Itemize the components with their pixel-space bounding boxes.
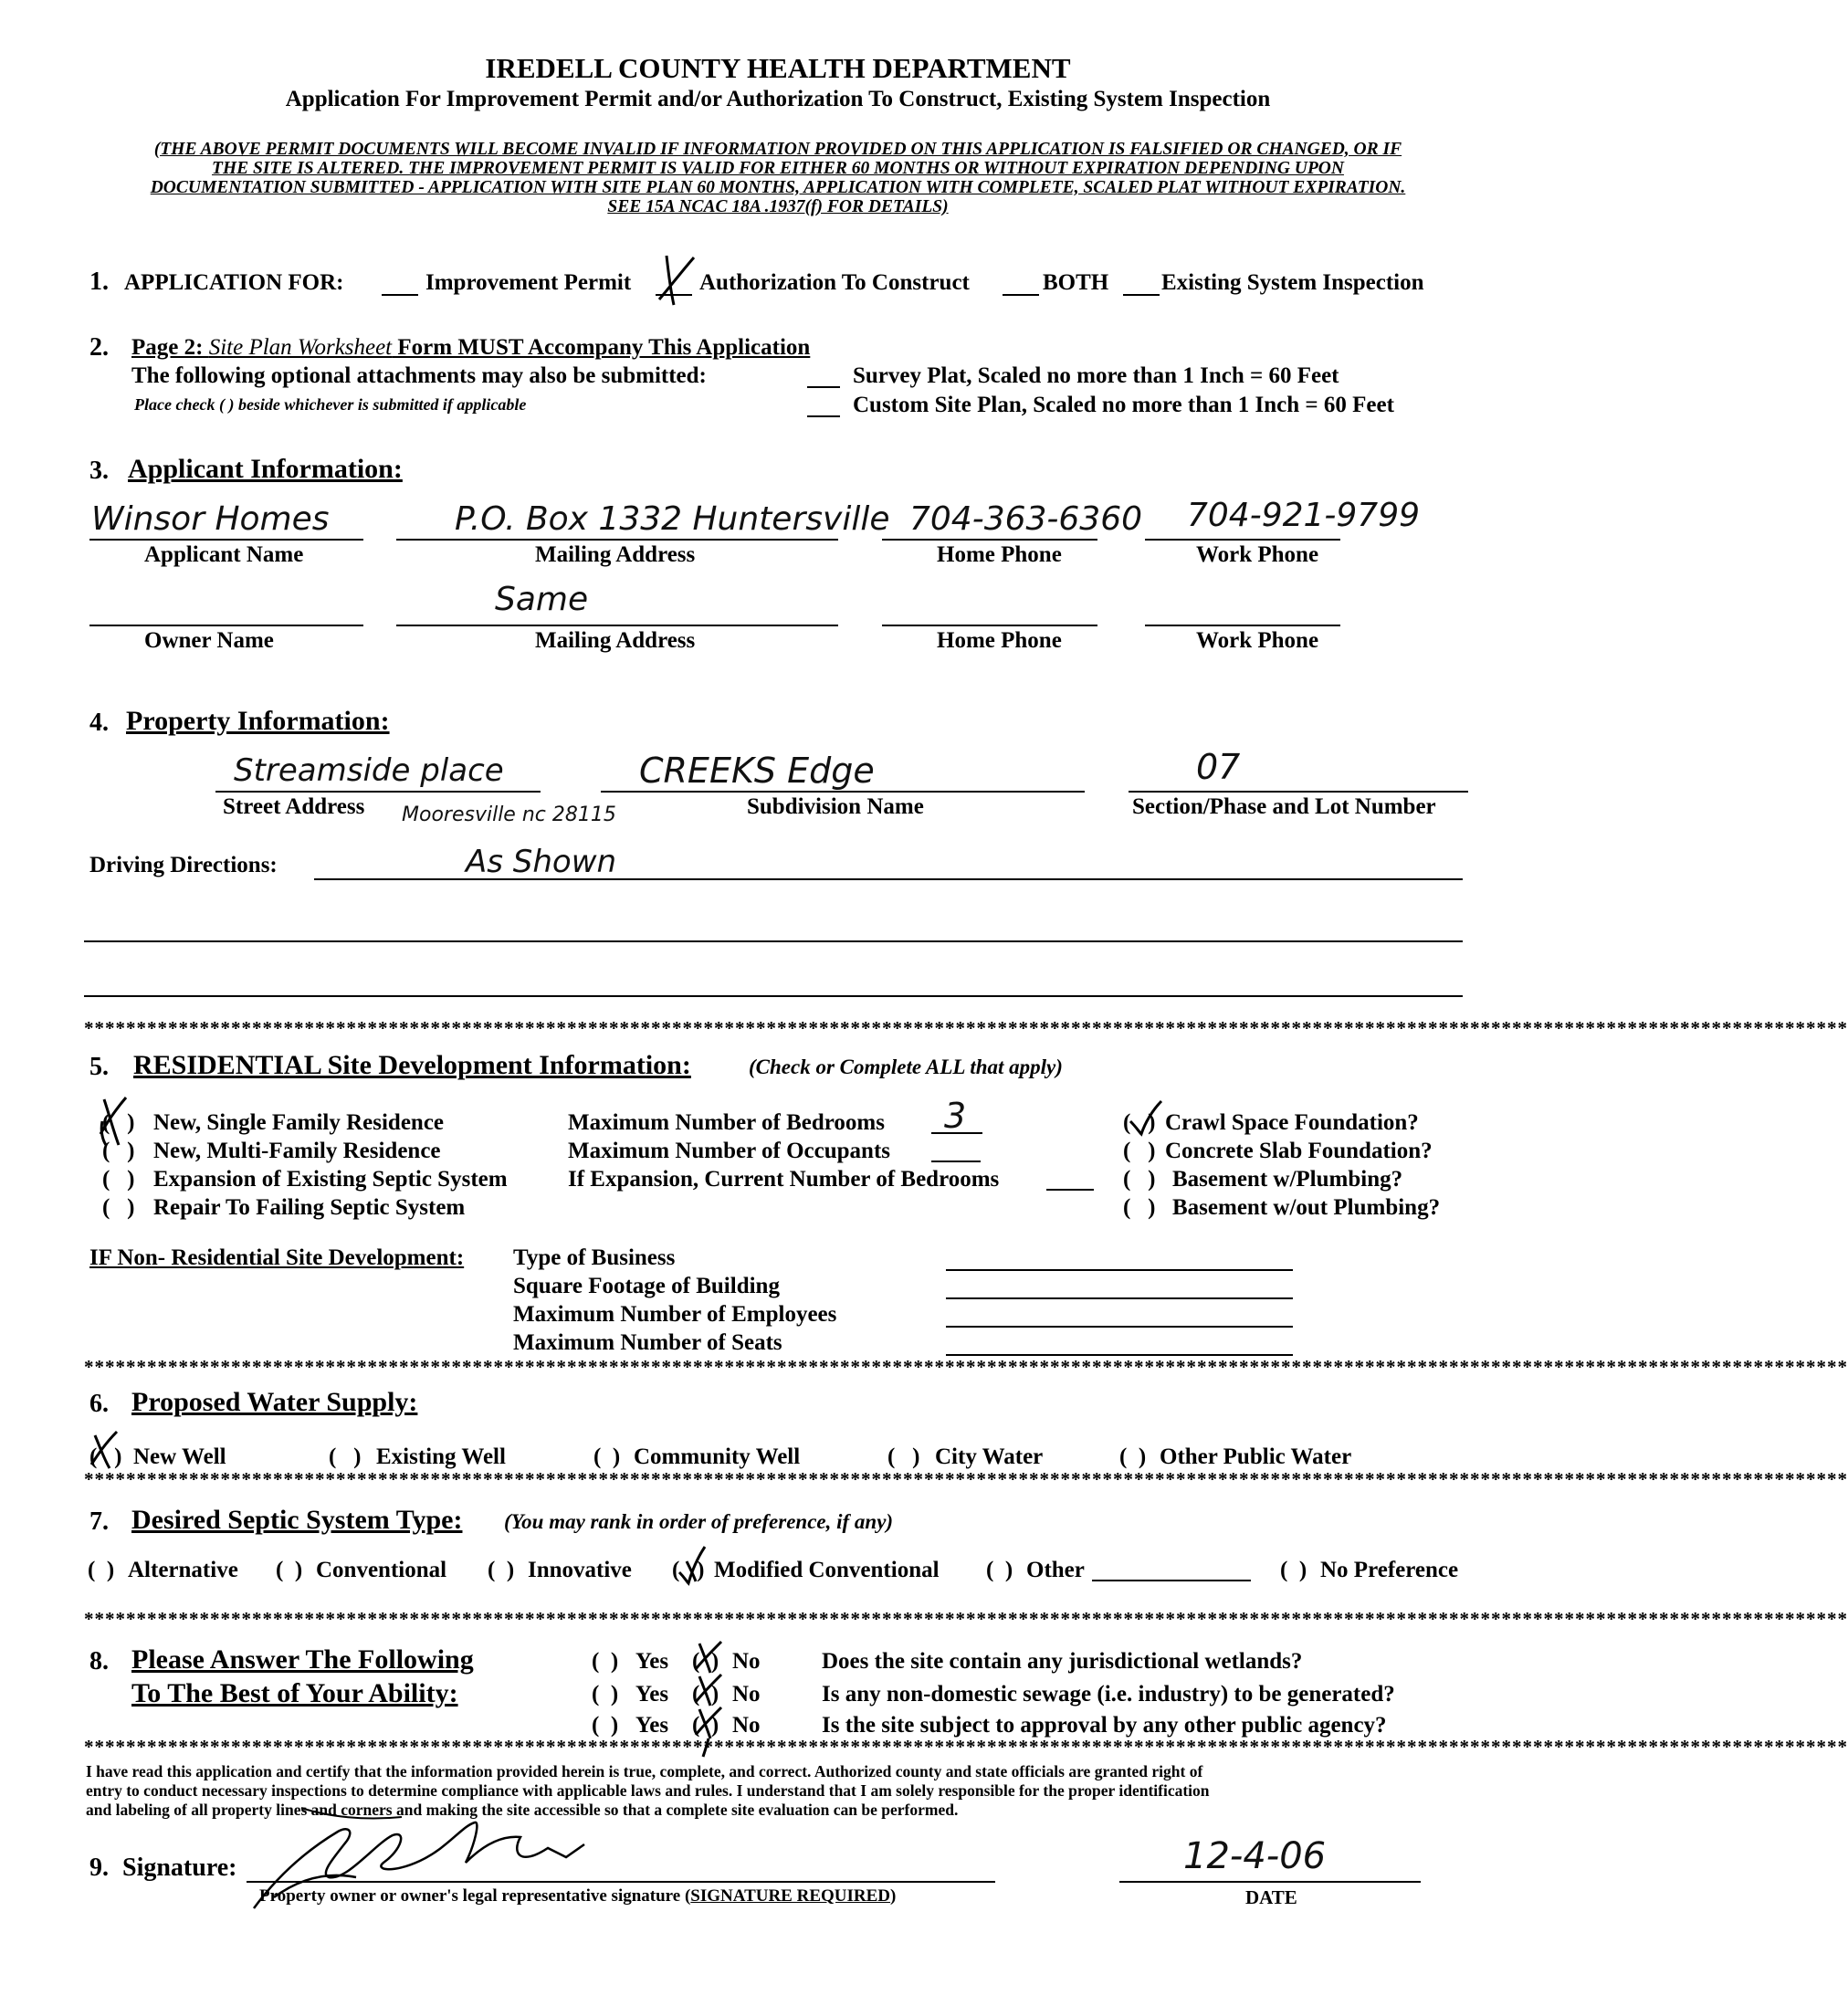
certification-line-2: entry to conduct necessary inspections to determine compliance with applicable laws and rules. I understand that I am solely responsible for the proper identification (86, 1781, 1210, 1800)
residential-note: (Check or Complete ALL that apply) (749, 1056, 1063, 1078)
septic-type-note: (You may rank in order of preference, if any) (504, 1510, 894, 1533)
section-7-number: 7. (89, 1507, 109, 1536)
applicant-information-heading: Applicant Information: (128, 454, 403, 484)
question-sewage: Is any non-domestic sewage (i.e. industry) to be generated? (822, 1682, 1395, 1707)
max-bedrooms-value: 3 (944, 1096, 967, 1136)
driving-directions-label: Driving Directions: (89, 853, 278, 877)
owner-home-phone-field[interactable] (882, 625, 1097, 626)
question-wetlands: Does the site contain any jurisdictional wetlands? (822, 1649, 1303, 1674)
owner-name-field[interactable] (89, 625, 363, 626)
section-4-number: 4. (89, 709, 109, 737)
max-bedrooms-label: Maximum Number of Bedrooms (568, 1110, 885, 1135)
max-seats-label: Maximum Number of Seats (513, 1330, 782, 1355)
section-6-number: 6. (89, 1390, 109, 1418)
optional-attachments-text: The following optional attachments may also be submitted: (131, 363, 707, 388)
authorization-checkmark-icon (654, 254, 699, 307)
signature-caption (259, 1886, 896, 1906)
owner-work-phone-label: Work Phone (1196, 628, 1319, 653)
q3-yes-paren: ( ) (592, 1713, 619, 1738)
basement-no-plumbing-paren: ( ) (1123, 1195, 1156, 1220)
residential-heading: RESIDENTIAL Site Development Information: (133, 1050, 691, 1080)
basement-no-plumbing-option: Basement w/out Plumbing? (1172, 1195, 1441, 1220)
city-water-paren: ( ) (887, 1444, 920, 1469)
separator-5: ************************************************************************************************************************************************************************ (84, 1736, 1848, 1758)
subdivision-name-field[interactable] (601, 791, 1085, 793)
residential-paren-4: ( ) (102, 1195, 135, 1220)
custom-site-plan-option: Custom Site Plan, Scaled no more than 1 Inch = 60 Feet (853, 393, 1394, 417)
both-option: BOTH (1043, 270, 1109, 295)
disclaimer-line-1: (THE ABOVE PERMIT DOCUMENTS WILL BECOME INVALID IF INFORMATION PROVIDED ON THIS APPLICATION IS FALSIFIED OR CHANGED, OR IF (153, 140, 1402, 159)
work-phone-value: 704-921-9799 (1187, 497, 1421, 534)
innovative-option: Innovative (528, 1558, 632, 1582)
no-preference-option: No Preference (1320, 1558, 1459, 1582)
applicant-name-label: Applicant Name (144, 542, 304, 567)
q1-yes-paren: ( ) (592, 1649, 619, 1674)
max-occupants-field[interactable] (931, 1161, 981, 1162)
residential-paren-2: ( ) (102, 1139, 135, 1163)
section-9-number: 9. (89, 1854, 109, 1882)
square-footage-label: Square Footage of Building (513, 1274, 780, 1298)
mailing-address-field[interactable] (396, 539, 838, 541)
septic-type-heading: Desired Septic System Type: (131, 1505, 463, 1535)
existing-system-inspection-option: Existing System Inspection (1161, 270, 1424, 295)
single-family-checkmark-icon (95, 1094, 131, 1149)
site-plan-suffix: Form MUST Accompany This Application (392, 335, 811, 360)
q1-no-option: No (732, 1649, 761, 1674)
work-phone-field[interactable] (1145, 539, 1340, 541)
certification-line-3: and labeling of all property lines and corners and making the site accessible so that a complete site evaluation can be performed. (86, 1801, 959, 1819)
modified-conventional-paren: ( ) (672, 1558, 705, 1582)
lot-number-value: 07 (1196, 747, 1241, 787)
community-well-paren: ( ) (593, 1444, 621, 1469)
existing-well-option: Existing Well (376, 1444, 506, 1469)
property-information-heading: Property Information: (126, 706, 390, 736)
no-preference-paren: ( ) (1280, 1558, 1307, 1582)
max-employees-field[interactable] (946, 1326, 1293, 1328)
improvement-permit-blank[interactable] (382, 294, 418, 296)
repair-septic-option: Repair To Failing Septic System (153, 1195, 466, 1220)
concrete-slab-option: Concrete Slab Foundation? (1165, 1139, 1433, 1163)
city-value: Mooresville nc 28115 (402, 803, 616, 826)
page-title: IREDELL COUNTY HEALTH DEPARTMENT (485, 52, 1071, 84)
authorization-to-construct-option: Authorization To Construct (699, 270, 970, 295)
site-plan-worksheet: Site Plan Worksheet (208, 335, 393, 360)
section-5-number: 5. (89, 1053, 109, 1081)
q1-no-paren: ( ) (692, 1649, 719, 1674)
site-plan-requirement (131, 335, 810, 361)
q3-yes-option: Yes (635, 1713, 669, 1738)
section-phase-lot-label: Section/Phase and Lot Number (1132, 794, 1436, 819)
mailing-address-label: Mailing Address (535, 542, 696, 567)
modified-conventional-checkmark-icon (676, 1545, 709, 1585)
q2-no-option: No (732, 1682, 761, 1707)
subdivision-name-label: Subdivision Name (747, 794, 924, 819)
custom-site-plan-blank[interactable] (807, 415, 840, 417)
new-multi-family-option: New, Multi-Family Residence (153, 1139, 441, 1163)
existing-system-blank[interactable] (1123, 294, 1160, 296)
residential-paren-3: ( ) (102, 1167, 135, 1192)
owner-work-phone-field[interactable] (1145, 625, 1340, 626)
non-residential-label: IF Non- Residential Site Development: (89, 1245, 465, 1270)
driving-directions-field-2[interactable] (84, 940, 1463, 942)
type-of-business-field[interactable] (946, 1269, 1293, 1271)
modified-conventional-option: Modified Conventional (714, 1558, 940, 1582)
alternative-option: Alternative (128, 1558, 238, 1582)
community-well-option: Community Well (634, 1444, 801, 1469)
current-bedrooms-field[interactable] (1046, 1189, 1094, 1191)
q3-no-option: No (732, 1713, 761, 1738)
driving-directions-field[interactable] (314, 878, 1463, 880)
mailing-address-value: P.O. Box 1332 Huntersville (455, 500, 890, 538)
conventional-paren: ( ) (276, 1558, 303, 1582)
innovative-paren: ( ) (488, 1558, 515, 1582)
street-address-field[interactable] (215, 791, 541, 793)
street-address-label: Street Address (223, 794, 365, 819)
please-answer-heading-2: To The Best of Your Ability: (131, 1678, 458, 1708)
expansion-septic-option: Expansion of Existing Septic System (153, 1167, 508, 1192)
new-single-family-option: New, Single Family Residence (153, 1110, 445, 1135)
owner-mailing-address-label: Mailing Address (535, 628, 696, 653)
application-for-label: APPLICATION FOR: (124, 270, 344, 295)
separator-1: ************************************************************************************************************************************************************************ (84, 1017, 1848, 1039)
conventional-option: Conventional (316, 1558, 447, 1582)
crawl-space-paren: ( ) (1123, 1110, 1156, 1135)
lot-number-field[interactable] (1129, 791, 1468, 793)
city-water-option: City Water (935, 1444, 1044, 1469)
basement-plumbing-option: Basement w/Plumbing? (1172, 1167, 1403, 1192)
other-public-water-option: Other Public Water (1160, 1444, 1352, 1469)
section-8-number: 8. (89, 1647, 109, 1675)
new-well-paren: ( ) (89, 1444, 122, 1469)
owner-home-phone-label: Home Phone (937, 628, 1062, 653)
applicant-name-value: Winsor Homes (91, 500, 330, 538)
max-occupants-label: Maximum Number of Occupants (568, 1139, 891, 1163)
separator-4: ************************************************************************************************************************************************************************ (84, 1608, 1848, 1630)
owner-mailing-address-field[interactable] (396, 625, 838, 626)
disclaimer-line-3: DOCUMENTATION SUBMITTED - APPLICATION WITH SITE PLAN 60 MONTHS, APPLICATION WITH COMPLETE, SCALED PLAT WITHOUT EXPIRATION. (150, 178, 1406, 197)
square-footage-field[interactable] (946, 1297, 1293, 1299)
water-supply-heading: Proposed Water Supply: (131, 1387, 418, 1417)
new-well-checkmark-icon (88, 1430, 124, 1470)
alternative-paren: ( ) (88, 1558, 115, 1582)
q2-yes-paren: ( ) (592, 1682, 619, 1707)
survey-plat-option: Survey Plat, Scaled no more than 1 Inch = 60 Feet (853, 363, 1339, 388)
work-phone-label: Work Phone (1196, 542, 1319, 567)
disclaimer-line-2: THE SITE IS ALTERED. THE IMPROVEMENT PERMIT IS VALID FOR EITHER 60 MONTHS OR WITHOUT EXPIRATION DEPENDING UPON (212, 159, 1344, 178)
owner-mailing-address-value: Same (495, 581, 589, 618)
disclaimer (0, 140, 1556, 216)
q2-yes-option: Yes (635, 1682, 669, 1707)
existing-well-paren: ( ) (329, 1444, 362, 1469)
concrete-slab-paren: ( ) (1123, 1139, 1156, 1163)
signature-caption-close: ) (890, 1886, 897, 1906)
signature-label: Signature: (122, 1854, 237, 1882)
date-field[interactable] (1119, 1881, 1421, 1883)
residential-paren-1: ( ) (102, 1110, 135, 1135)
max-bedrooms-field[interactable] (931, 1132, 982, 1134)
applicant-name-field[interactable] (89, 539, 363, 541)
q2-no-paren: ( ) (692, 1682, 719, 1707)
section-3-number: 3. (89, 457, 109, 485)
other-public-water-paren: ( ) (1119, 1444, 1147, 1469)
section-2-number: 2. (89, 333, 109, 362)
both-blank[interactable] (1003, 294, 1039, 296)
max-employees-label: Maximum Number of Employees (513, 1302, 837, 1327)
home-phone-value: 704-363-6360 (909, 500, 1143, 538)
other-septic-paren: ( ) (986, 1558, 1013, 1582)
site-plan-prefix: Page 2: (131, 335, 209, 360)
basement-plumbing-paren: ( ) (1123, 1167, 1156, 1192)
street-address-value: Streamside place (234, 752, 504, 789)
improvement-permit-option: Improvement Permit (425, 270, 632, 295)
section-1-number: 1. (89, 268, 109, 296)
certification-line-1: I have read this application and certify that the information provided herein is true, complete, and correct. Authorized county and state officials are granted right of (86, 1762, 1203, 1780)
current-bedrooms-label: If Expansion, Current Number of Bedrooms (568, 1167, 1000, 1192)
survey-plat-blank[interactable] (807, 386, 840, 388)
date-label: DATE (1245, 1886, 1297, 1908)
owner-name-label: Owner Name (144, 628, 274, 653)
signature-required-text: SIGNATURE REQUIRED (690, 1886, 891, 1906)
please-answer-heading-1: Please Answer The Following (131, 1644, 474, 1675)
type-of-business-label: Type of Business (513, 1245, 676, 1270)
subdivision-name-value: CREEKS Edge (639, 751, 875, 791)
q3-no-paren: ( ) (692, 1713, 719, 1738)
separator-3: ************************************************************************************************************************************************************************ (84, 1468, 1848, 1490)
disclaimer-line-4: SEE 15A NCAC 18A .1937(f) FOR DETAILS) (607, 197, 949, 216)
driving-directions-field-3[interactable] (84, 995, 1463, 997)
crawl-space-option: Crawl Space Foundation? (1165, 1110, 1419, 1135)
new-well-option: New Well (133, 1444, 226, 1469)
date-value: 12-4-06 (1183, 1835, 1327, 1877)
home-phone-label: Home Phone (937, 542, 1062, 567)
other-septic-field[interactable] (1092, 1580, 1251, 1581)
driving-directions-value: As Shown (466, 844, 617, 880)
page-subtitle: Application For Improvement Permit and/or Authorization To Construct, Existing System Inspection (285, 87, 1271, 111)
place-check-note: Place check ( ) beside whichever is submitted if applicable (134, 395, 527, 414)
crawl-space-checkmark-icon (1127, 1099, 1163, 1136)
signature-caption-text: Property owner or owner's legal representative signature ( (259, 1886, 691, 1906)
separator-2: ************************************************************************************************************************************************************************ (84, 1356, 1848, 1378)
q1-yes-option: Yes (635, 1649, 669, 1674)
home-phone-field[interactable] (882, 539, 1097, 541)
other-septic-option: Other (1026, 1558, 1085, 1582)
question-public-agency: Is the site subject to approval by any other public agency? (822, 1713, 1387, 1738)
